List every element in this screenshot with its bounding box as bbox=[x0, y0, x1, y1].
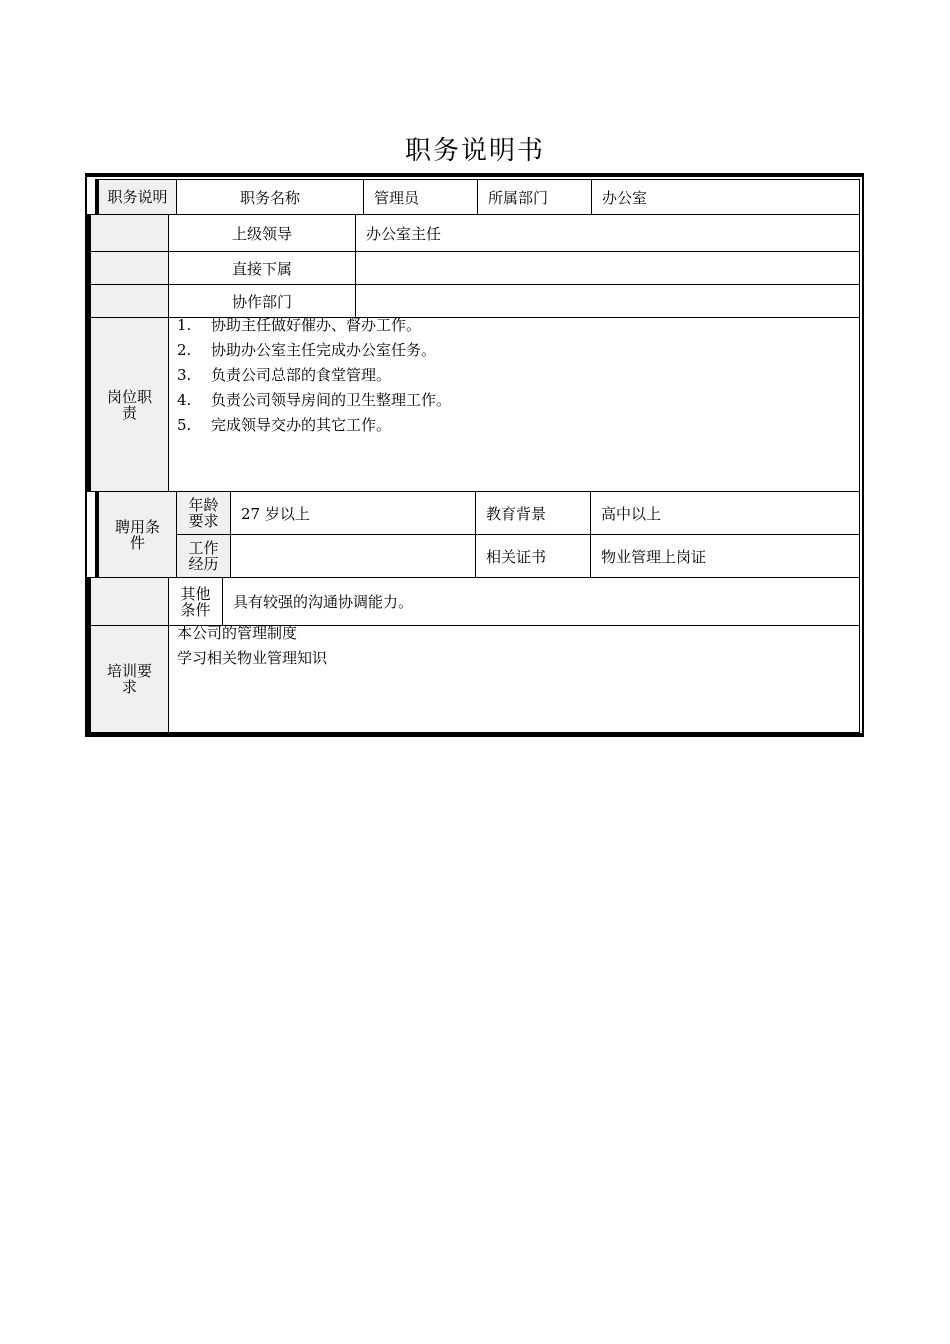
blank-label-cell bbox=[87, 251, 169, 285]
education-label: 教育背景 bbox=[475, 491, 591, 535]
list-item: 1. 协助主任做好催办、督办工作。 bbox=[177, 316, 422, 334]
department-label: 所属部门 bbox=[477, 179, 592, 215]
age-label: 年龄要求 bbox=[176, 491, 231, 535]
certificate-value: 物业管理上岗证 bbox=[590, 534, 860, 578]
page-title: 职务说明书 bbox=[404, 136, 545, 166]
subordinate-value bbox=[355, 251, 860, 285]
duties-list bbox=[177, 313, 451, 438]
list-item: 本公司的管理制度 bbox=[177, 624, 298, 642]
section-label-training: 培训要求 bbox=[87, 625, 169, 733]
training-list bbox=[177, 621, 327, 671]
other-conditions-label: 其他条件 bbox=[168, 577, 223, 626]
superior-value: 办公室主任 bbox=[355, 214, 860, 252]
education-value: 高中以上 bbox=[590, 491, 860, 535]
blank-label-cell bbox=[87, 284, 169, 318]
other-conditions-value: 具有较强的沟通协调能力。 bbox=[222, 577, 860, 626]
section-label-duties: 岗位职责 bbox=[87, 317, 169, 492]
cooperation-dept-label: 协作部门 bbox=[168, 284, 356, 318]
list-item: 3. 负责公司总部的食堂管理。 bbox=[177, 366, 392, 384]
section-label-hiring: 聘用条件 bbox=[95, 491, 177, 578]
experience-value bbox=[230, 534, 476, 578]
section-label-job-description: 职务说明 bbox=[95, 179, 177, 215]
subordinate-label: 直接下属 bbox=[168, 251, 356, 285]
blank-label-cell bbox=[87, 577, 169, 626]
list-item: 学习相关物业管理知识 bbox=[177, 649, 328, 667]
list-item: 5. 完成领导交办的其它工作。 bbox=[177, 416, 392, 434]
blank-label-cell bbox=[87, 214, 169, 252]
job-title-label: 职务名称 bbox=[176, 179, 364, 215]
job-title-value: 管理员 bbox=[363, 179, 478, 215]
list-item: 2. 协助办公室主任完成办公室任务。 bbox=[177, 341, 437, 359]
department-value: 办公室 bbox=[591, 179, 860, 215]
list-item: 4. 负责公司领导房间的卫生整理工作。 bbox=[177, 391, 452, 409]
age-value: 27 岁以上 bbox=[230, 491, 476, 535]
experience-label: 工作经历 bbox=[176, 534, 231, 578]
superior-label: 上级领导 bbox=[168, 214, 356, 252]
certificate-label: 相关证书 bbox=[475, 534, 591, 578]
